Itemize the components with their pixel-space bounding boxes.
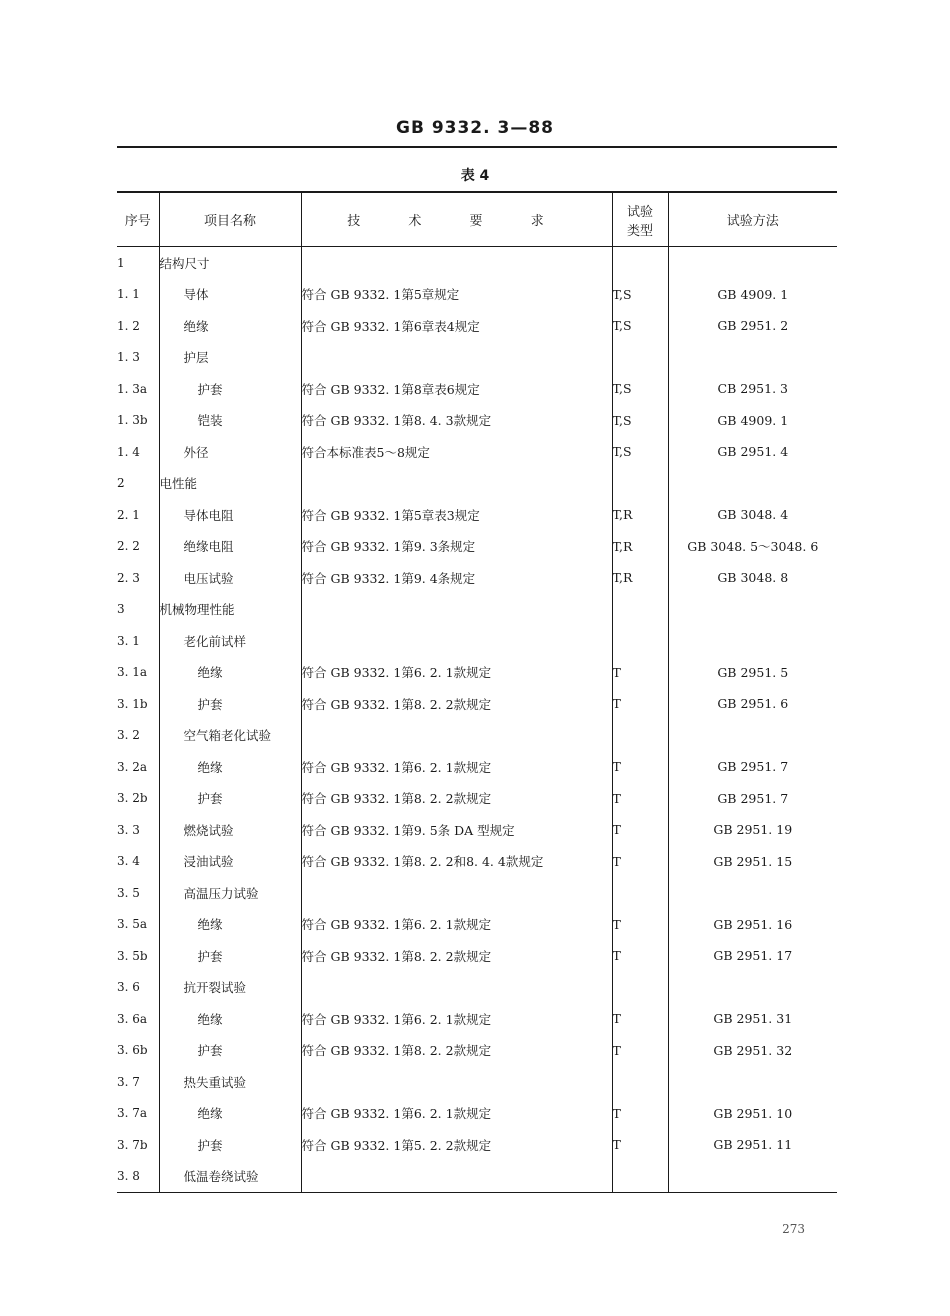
test-type bbox=[612, 594, 668, 626]
test-type bbox=[612, 877, 668, 909]
row-number: 3. 6b bbox=[117, 1043, 148, 1058]
test-requirements-table bbox=[117, 191, 837, 1193]
test-method: GB 3048. 5～3048. 6 bbox=[668, 531, 837, 563]
item-name: 低温卷绕试验 bbox=[159, 1161, 301, 1193]
row-number: 2. 1 bbox=[117, 507, 140, 522]
item-name: 护层 bbox=[159, 342, 301, 374]
test-type: T,S bbox=[612, 436, 668, 468]
table-row bbox=[117, 436, 837, 468]
test-type bbox=[612, 1066, 668, 1098]
item-name: 绝缘 bbox=[159, 1003, 301, 1035]
table-row bbox=[117, 310, 837, 342]
test-type: T bbox=[612, 846, 668, 878]
item-name: 护套 bbox=[159, 783, 301, 815]
test-method: CB 2951. 3 bbox=[668, 373, 837, 405]
technical-requirement: 符合 GB 9332. 1第6. 2. 1款规定 bbox=[301, 1098, 612, 1130]
test-method bbox=[668, 972, 837, 1004]
table-header-row bbox=[117, 192, 837, 247]
item-name: 护套 bbox=[159, 373, 301, 405]
test-type: T,S bbox=[612, 373, 668, 405]
technical-requirement bbox=[301, 247, 612, 279]
table-row bbox=[117, 940, 837, 972]
item-name: 导体电阻 bbox=[159, 499, 301, 531]
test-method: GB 2951. 19 bbox=[668, 814, 837, 846]
row-number: 1. 4 bbox=[117, 444, 140, 459]
table-row bbox=[117, 1129, 837, 1161]
table-row bbox=[117, 247, 837, 279]
row-number: 1. 3b bbox=[117, 413, 148, 428]
row-number: 3 bbox=[117, 602, 125, 617]
technical-requirement: 符合 GB 9332. 1第6. 2. 1款规定 bbox=[301, 751, 612, 783]
table-row bbox=[117, 1098, 837, 1130]
test-type bbox=[612, 247, 668, 279]
technical-requirement bbox=[301, 720, 612, 752]
item-name: 电压试验 bbox=[159, 562, 301, 594]
test-method bbox=[668, 877, 837, 909]
test-type: T bbox=[612, 751, 668, 783]
table-row bbox=[117, 909, 837, 941]
table-row bbox=[117, 373, 837, 405]
item-name: 护套 bbox=[159, 1129, 301, 1161]
test-type: T bbox=[612, 940, 668, 972]
technical-requirement bbox=[301, 1161, 612, 1193]
technical-requirement bbox=[301, 468, 612, 500]
test-type: T,R bbox=[612, 499, 668, 531]
technical-requirement bbox=[301, 594, 612, 626]
item-name: 导体 bbox=[159, 279, 301, 311]
row-number: 3. 3 bbox=[117, 822, 140, 837]
test-method bbox=[668, 1161, 837, 1193]
column-header-test-method: 试验方法 bbox=[668, 192, 837, 247]
technical-requirement: 符合 GB 9332. 1第8. 2. 2和8. 4. 4款规定 bbox=[301, 846, 612, 878]
test-method: GB 2951. 7 bbox=[668, 783, 837, 815]
row-number: 3. 5a bbox=[117, 917, 148, 932]
page-number: 273 bbox=[782, 1222, 805, 1236]
technical-requirement bbox=[301, 625, 612, 657]
technical-requirement: 符合 GB 9332. 1第9. 4条规定 bbox=[301, 562, 612, 594]
test-type bbox=[612, 625, 668, 657]
test-method: GB 4909. 1 bbox=[668, 405, 837, 437]
table-row bbox=[117, 720, 837, 752]
technical-requirement: 符合 GB 9332. 1第8. 2. 2款规定 bbox=[301, 1035, 612, 1067]
row-number: 3. 6 bbox=[117, 980, 140, 995]
item-name: 热失重试验 bbox=[159, 1066, 301, 1098]
test-method: GB 2951. 11 bbox=[668, 1129, 837, 1161]
table-row bbox=[117, 1161, 837, 1193]
item-name: 老化前试样 bbox=[159, 625, 301, 657]
test-type bbox=[612, 972, 668, 1004]
table-row bbox=[117, 657, 837, 689]
test-method bbox=[668, 247, 837, 279]
test-type: T bbox=[612, 814, 668, 846]
row-number: 1. 3 bbox=[117, 350, 140, 365]
row-number: 3. 7a bbox=[117, 1106, 148, 1121]
test-method bbox=[668, 625, 837, 657]
row-number: 2. 3 bbox=[117, 570, 140, 585]
table-row bbox=[117, 499, 837, 531]
table-row bbox=[117, 625, 837, 657]
test-method: GB 2951. 10 bbox=[668, 1098, 837, 1130]
technical-requirement: 符合 GB 9332. 1第5. 2. 2款规定 bbox=[301, 1129, 612, 1161]
test-type-header-line-2: 类型 bbox=[626, 223, 653, 239]
test-method: GB 2951. 6 bbox=[668, 688, 837, 720]
test-type: T,S bbox=[612, 310, 668, 342]
technical-requirement: 符合 GB 9332. 1第5章表3规定 bbox=[301, 499, 612, 531]
table-body bbox=[117, 247, 837, 1193]
table-row bbox=[117, 688, 837, 720]
table-row bbox=[117, 594, 837, 626]
technical-requirement: 符合本标准表5～8规定 bbox=[301, 436, 612, 468]
item-name: 护套 bbox=[159, 688, 301, 720]
row-number: 3. 1a bbox=[117, 665, 148, 680]
test-type: T,S bbox=[612, 405, 668, 437]
test-type: T,R bbox=[612, 531, 668, 563]
item-name: 燃烧试验 bbox=[159, 814, 301, 846]
table-row bbox=[117, 877, 837, 909]
technical-requirement: 符合 GB 9332. 1第9. 5条 DA 型规定 bbox=[301, 814, 612, 846]
test-type bbox=[612, 720, 668, 752]
table-row bbox=[117, 972, 837, 1004]
test-method: GB 2951. 15 bbox=[668, 846, 837, 878]
table-row bbox=[117, 405, 837, 437]
row-number: 3. 2 bbox=[117, 728, 140, 743]
row-number: 1. 1 bbox=[117, 287, 140, 302]
row-number: 3. 5 bbox=[117, 885, 140, 900]
test-type-header-line-1: 试验 bbox=[626, 204, 653, 220]
technical-requirement bbox=[301, 877, 612, 909]
test-method bbox=[668, 720, 837, 752]
test-method bbox=[668, 468, 837, 500]
item-name: 外径 bbox=[159, 436, 301, 468]
test-type bbox=[612, 1161, 668, 1193]
table-row bbox=[117, 468, 837, 500]
standard-number: GB 9332. 3—88 bbox=[395, 118, 554, 138]
test-method bbox=[668, 594, 837, 626]
test-method: GB 2951. 4 bbox=[668, 436, 837, 468]
row-number: 1. 3a bbox=[117, 381, 148, 396]
item-name: 机械物理性能 bbox=[159, 594, 301, 626]
table-row bbox=[117, 1066, 837, 1098]
row-number: 3. 2a bbox=[117, 759, 148, 774]
column-header-no: 序号 bbox=[117, 192, 159, 247]
row-number: 3. 7b bbox=[117, 1137, 148, 1152]
table-row bbox=[117, 531, 837, 563]
test-type bbox=[612, 342, 668, 374]
table-row bbox=[117, 1003, 837, 1035]
item-name: 绝缘 bbox=[159, 310, 301, 342]
item-name: 绝缘 bbox=[159, 751, 301, 783]
test-type: T,R bbox=[612, 562, 668, 594]
table-row bbox=[117, 279, 837, 311]
test-method: GB 3048. 8 bbox=[668, 562, 837, 594]
test-method: GB 3048. 4 bbox=[668, 499, 837, 531]
test-method: GB 2951. 5 bbox=[668, 657, 837, 689]
test-type: T,S bbox=[612, 279, 668, 311]
table-row bbox=[117, 783, 837, 815]
item-name: 护套 bbox=[159, 940, 301, 972]
table-row bbox=[117, 751, 837, 783]
technical-requirement bbox=[301, 342, 612, 374]
test-type: T bbox=[612, 1098, 668, 1130]
row-number: 1 bbox=[117, 255, 125, 270]
row-number: 3. 1 bbox=[117, 633, 140, 648]
technical-requirement: 符合 GB 9332. 1第8. 4. 3款规定 bbox=[301, 405, 612, 437]
technical-requirement: 符合 GB 9332. 1第8. 2. 2款规定 bbox=[301, 783, 612, 815]
row-number: 2. 2 bbox=[117, 539, 140, 554]
table-row bbox=[117, 342, 837, 374]
row-number: 3. 5b bbox=[117, 948, 148, 963]
table-row bbox=[117, 814, 837, 846]
table-row bbox=[117, 1035, 837, 1067]
row-number: 3. 8 bbox=[117, 1161, 159, 1193]
test-method: GB 2951. 16 bbox=[668, 909, 837, 941]
item-name: 空气箱老化试验 bbox=[159, 720, 301, 752]
test-method: GB 2951. 17 bbox=[668, 940, 837, 972]
header-rule bbox=[117, 146, 837, 148]
item-name: 绝缘 bbox=[159, 909, 301, 941]
item-name: 绝缘 bbox=[159, 657, 301, 689]
technical-requirement bbox=[301, 1066, 612, 1098]
test-type: T bbox=[612, 688, 668, 720]
row-number: 3. 2b bbox=[117, 791, 148, 806]
item-name: 结构尺寸 bbox=[159, 247, 301, 279]
row-number: 2 bbox=[117, 476, 125, 491]
test-method bbox=[668, 342, 837, 374]
test-method: GB 2951. 7 bbox=[668, 751, 837, 783]
item-name: 浸油试验 bbox=[159, 846, 301, 878]
table-row bbox=[117, 562, 837, 594]
row-number: 1. 2 bbox=[117, 318, 140, 333]
technical-requirement bbox=[301, 972, 612, 1004]
technical-requirement: 符合 GB 9332. 1第6. 2. 1款规定 bbox=[301, 657, 612, 689]
technical-requirement: 符合 GB 9332. 1第8. 2. 2款规定 bbox=[301, 940, 612, 972]
test-method bbox=[668, 1066, 837, 1098]
item-name: 绝缘 bbox=[159, 1098, 301, 1130]
test-type: T bbox=[612, 1035, 668, 1067]
technical-requirement: 符合 GB 9332. 1第6. 2. 1款规定 bbox=[301, 909, 612, 941]
item-name: 高温压力试验 bbox=[159, 877, 301, 909]
test-type: T bbox=[612, 1129, 668, 1161]
test-method: GB 2951. 31 bbox=[668, 1003, 837, 1035]
column-header-item-name: 项目名称 bbox=[159, 192, 301, 247]
item-name: 电性能 bbox=[159, 468, 301, 500]
column-header-requirement: 技 术 要 求 bbox=[301, 192, 612, 247]
item-name: 抗开裂试验 bbox=[159, 972, 301, 1004]
technical-requirement: 符合 GB 9332. 1第6. 2. 1款规定 bbox=[301, 1003, 612, 1035]
technical-requirement: 符合 GB 9332. 1第8. 2. 2款规定 bbox=[301, 688, 612, 720]
table-row bbox=[117, 846, 837, 878]
row-number: 3. 1b bbox=[117, 696, 148, 711]
item-name: 护套 bbox=[159, 1035, 301, 1067]
test-type: T bbox=[612, 783, 668, 815]
technical-requirement: 符合 GB 9332. 1第8章表6规定 bbox=[301, 373, 612, 405]
test-method: GB 2951. 32 bbox=[668, 1035, 837, 1067]
test-type: T bbox=[612, 909, 668, 941]
test-type bbox=[612, 468, 668, 500]
column-header-test-type bbox=[612, 192, 668, 247]
technical-requirement: 符合 GB 9332. 1第5章规定 bbox=[301, 279, 612, 311]
test-method: GB 2951. 2 bbox=[668, 310, 837, 342]
technical-requirement: 符合 GB 9332. 1第6章表4规定 bbox=[301, 310, 612, 342]
table-caption: 表 4 bbox=[460, 168, 490, 184]
row-number: 3. 7 bbox=[117, 1074, 140, 1089]
test-type: T bbox=[612, 1003, 668, 1035]
row-number: 3. 6a bbox=[117, 1011, 148, 1026]
row-number: 3. 4 bbox=[117, 854, 140, 869]
test-method: GB 4909. 1 bbox=[668, 279, 837, 311]
item-name: 绝缘电阻 bbox=[159, 531, 301, 563]
item-name: 铠装 bbox=[159, 405, 301, 437]
technical-requirement: 符合 GB 9332. 1第9. 3条规定 bbox=[301, 531, 612, 563]
test-type: T bbox=[612, 657, 668, 689]
